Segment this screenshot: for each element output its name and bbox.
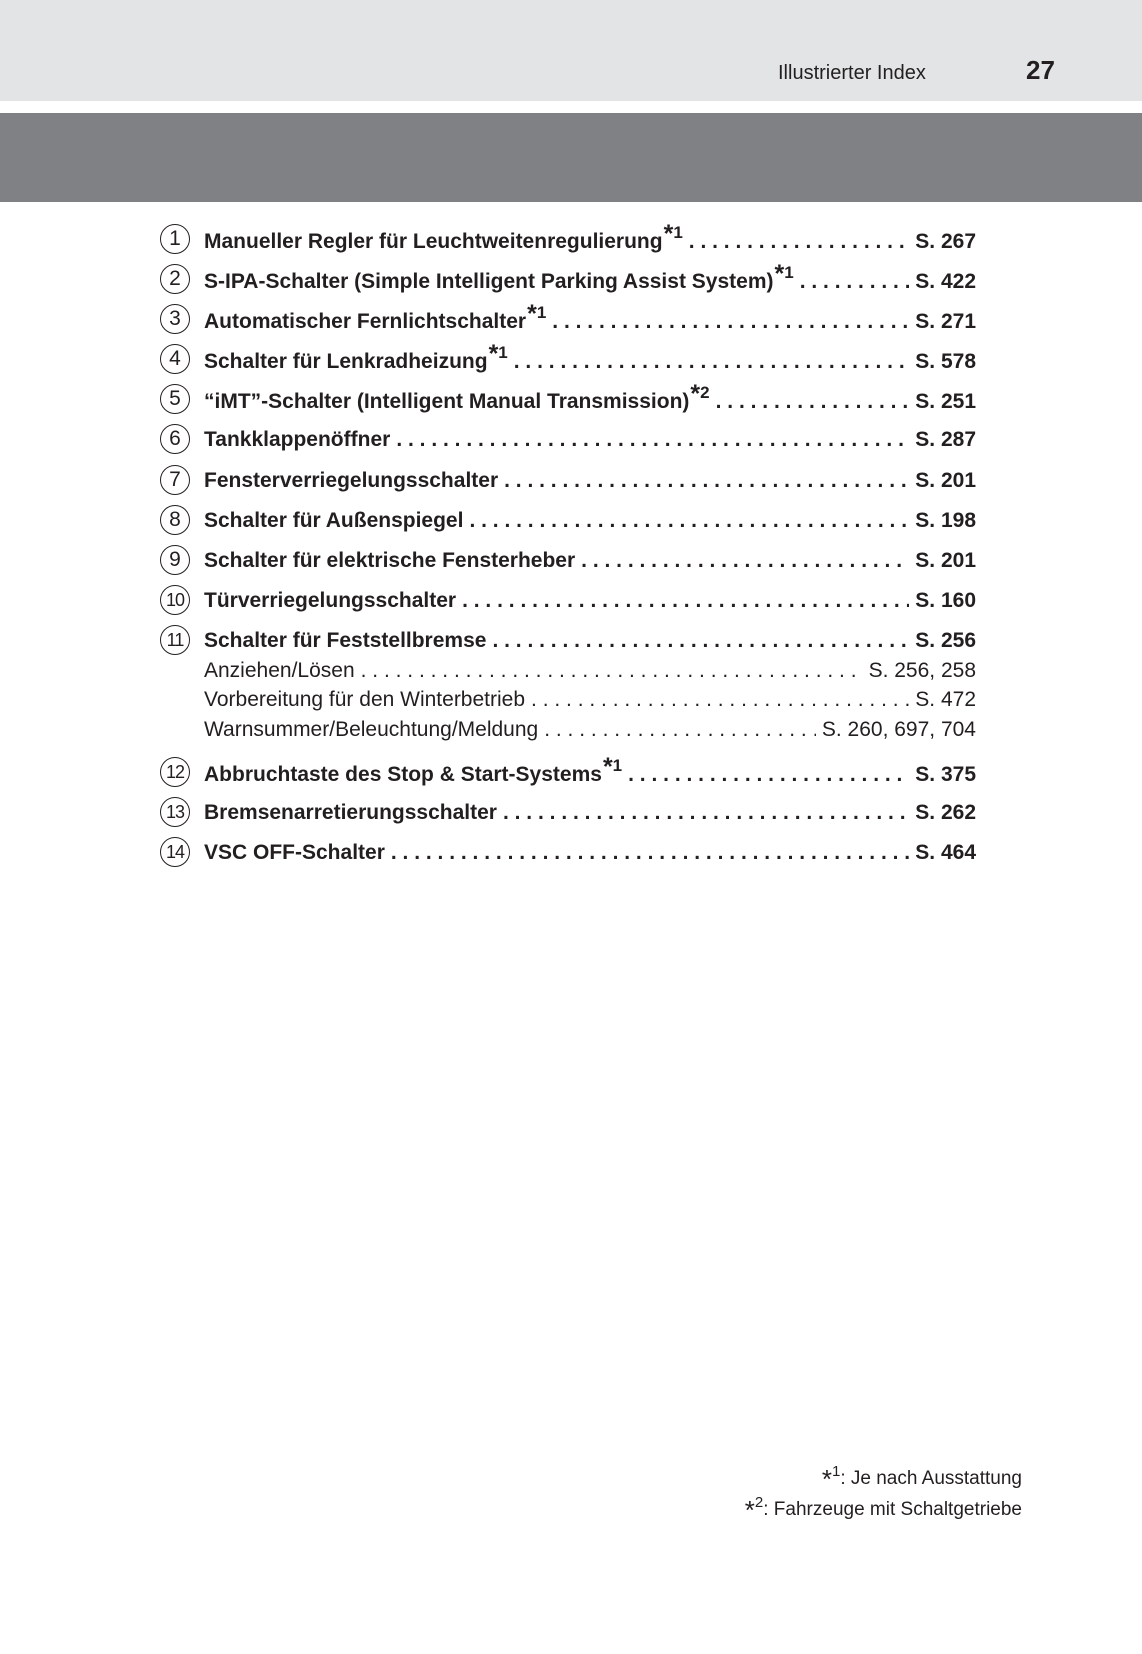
page-reference: S. 160: [915, 589, 976, 612]
dot-leader: [469, 508, 909, 534]
item-number: 5: [160, 384, 190, 414]
index-entry: [160, 222, 976, 256]
footnote-marker: [489, 337, 508, 366]
dot-leader: [504, 468, 909, 494]
subentry-label: Vorbereitung für den Winterbetrieb: [204, 688, 526, 711]
dot-leader: [531, 687, 909, 713]
footnote-marker: [690, 377, 709, 406]
index-entry: [160, 382, 976, 416]
index-entry: [160, 795, 976, 829]
index-entry: [160, 835, 976, 869]
item-number: 4: [160, 344, 190, 374]
item-number: 14: [160, 837, 190, 867]
footnote-number: 1: [498, 343, 508, 362]
index-entry: [160, 302, 976, 336]
dot-leader: [800, 269, 910, 295]
page-reference: S. 464: [915, 841, 976, 864]
index-subentry: [160, 682, 976, 716]
index-entry: [160, 755, 976, 789]
footnote-number: 1: [536, 303, 547, 322]
page-reference: S. 201: [915, 549, 976, 572]
item-number: 8: [160, 505, 190, 535]
footnote-star: *: [774, 260, 785, 288]
subentry-label: Anziehen/Lösen: [204, 659, 355, 682]
dot-leader: [628, 762, 909, 788]
footnote-number: 1: [784, 263, 794, 282]
entry-label: Abbruchtaste des Stop & Start-Systems: [204, 763, 602, 786]
page-reference: S. 201: [915, 469, 976, 492]
entry-label: Türverriegelungsschalter: [204, 589, 457, 612]
index-subentry: [160, 712, 976, 746]
index-entry: [160, 463, 976, 497]
page-reference: S. 256, 258: [868, 659, 976, 682]
index-entry: [160, 262, 976, 296]
dot-leader: [503, 800, 909, 826]
dot-leader: [492, 628, 909, 654]
subentry-label: Warnsummer/Beleuchtung/Meldung: [204, 718, 539, 741]
page-reference: S. 260, 697, 704: [821, 718, 976, 741]
footnote-star: *: [690, 380, 701, 408]
footnote-star: *: [602, 753, 613, 781]
item-number: 7: [160, 465, 190, 495]
dot-leader: [581, 548, 909, 574]
entry-label: Bremsenarretierungsschalter: [204, 801, 497, 824]
page-number: 27: [1026, 55, 1055, 85]
footnote: *$^2$: Fahrzeuge mit Schaltgetriebe: [744, 1494, 1022, 1525]
page-header: [0, 0, 1142, 101]
footnote-star: *: [663, 220, 674, 248]
dot-leader: [552, 309, 909, 335]
footnote-star: *: [488, 340, 499, 368]
entry-label: VSC OFF-Schalter: [204, 841, 385, 864]
footnote-marker: [603, 750, 622, 779]
entry-label: Schalter für Lenkradheizung: [204, 350, 488, 373]
entry-label: Schalter für elektrische Fensterheber: [204, 549, 576, 572]
item-number: 9: [160, 545, 190, 575]
footnote-marker: [664, 217, 683, 246]
index-entry: [160, 342, 976, 376]
item-number: 2: [160, 264, 190, 294]
page-reference: S. 267: [915, 230, 976, 253]
item-number: 1: [160, 224, 190, 254]
page-reference: S. 287: [915, 428, 976, 451]
page-reference: S. 422: [915, 270, 976, 293]
page-reference: S. 256: [915, 629, 976, 652]
footnote-number: 1: [673, 223, 683, 242]
page-reference: S. 262: [915, 801, 976, 824]
page-reference: S. 375: [915, 763, 976, 786]
entry-label: “iMT”-Schalter (Intelligent Manual Transmission): [204, 390, 690, 413]
entry-label: Automatischer Fernlichtschalter: [204, 310, 527, 333]
index-entry: [160, 623, 976, 657]
item-number: 6: [160, 424, 190, 454]
index-entry: [160, 583, 976, 617]
footnote-number: 2: [700, 383, 710, 402]
dot-leader: [514, 349, 910, 375]
index-entry: [160, 422, 976, 456]
dot-leader: [716, 389, 910, 415]
entry-label: Manueller Regler für Leuchtweitenregulierung: [204, 230, 663, 253]
page-reference: S. 472: [915, 688, 976, 711]
item-number: 10: [160, 585, 190, 615]
page-reference: S. 251: [915, 390, 976, 413]
index-entry: [160, 503, 976, 537]
footnote-number: 1: [612, 756, 623, 775]
page-reference: S. 578: [915, 350, 976, 373]
footnotes: [745, 1462, 1022, 1524]
page-reference: S. 271: [915, 310, 976, 333]
entry-label: Schalter für Außenspiegel: [204, 509, 464, 532]
entry-label: Fensterverriegelungsschalter: [204, 469, 499, 492]
footnote-star: *: [527, 300, 537, 328]
footnote-marker: [774, 257, 793, 286]
footnote: *$^1$: Je nach Ausstattung: [821, 1463, 1022, 1494]
footnote-marker: [527, 297, 546, 326]
dot-leader: [396, 427, 909, 453]
page-reference: S. 198: [915, 509, 976, 532]
index-entry: [160, 543, 976, 577]
entry-label: S-IPA-Schalter (Simple Intelligent Parking Assist System): [204, 270, 774, 293]
entry-label: Schalter für Feststellbremse: [204, 629, 487, 652]
illustration-band: [0, 113, 1142, 202]
dot-leader: [689, 229, 910, 255]
item-number: 13: [160, 797, 190, 827]
dot-leader: [391, 840, 909, 866]
dot-leader: [361, 658, 863, 684]
section-title: Illustrierter Index: [778, 62, 926, 84]
dot-leader: [544, 717, 816, 743]
item-number: 11: [160, 625, 190, 655]
item-number: 3: [160, 304, 190, 334]
entry-label: Tankklappenöffner: [204, 428, 391, 451]
item-number: 12: [160, 757, 190, 787]
dot-leader: [462, 588, 909, 614]
